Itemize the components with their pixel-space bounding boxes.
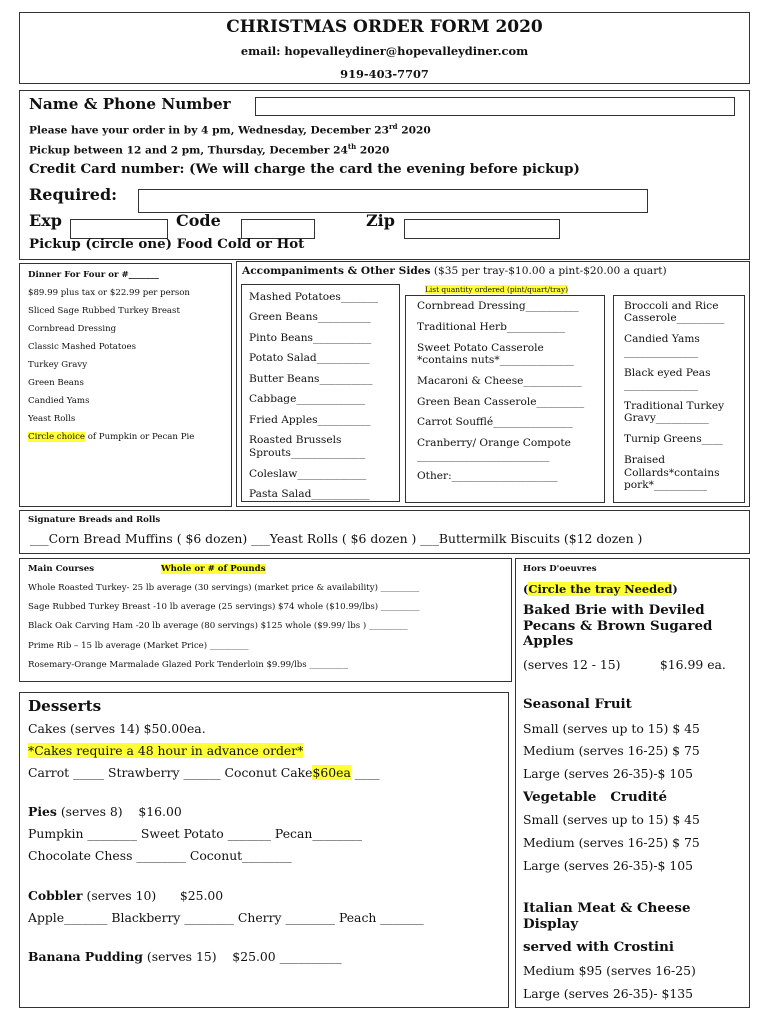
side-item[interactable]: Black eyed Peas	[624, 367, 711, 379]
dinner-item: Classic Mashed Potatoes	[28, 342, 137, 352]
main-course-item[interactable]: Sage Rubbed Turkey Breast -10 lb average (25 servings) $74 whole ($10.99/lbs) _________	[28, 602, 420, 612]
qty-note: List quantity ordered (pint/quart/tray)	[425, 285, 568, 294]
side-item[interactable]: Candied Yams	[624, 333, 700, 345]
side-item[interactable]: _________________________	[417, 450, 550, 462]
pickup-choice[interactable]: Pickup (circle one) Food Cold or Hot	[29, 236, 305, 252]
side-item[interactable]: Gravy__________	[624, 412, 709, 424]
breads-title: Signature Breads and Rolls	[28, 515, 161, 525]
name-label: Name & Phone Number	[29, 95, 231, 113]
side-item[interactable]: *contains nuts*______________	[417, 354, 574, 366]
main-course-item[interactable]: Rosemary-Orange Marmalade Glazed Pork Tenderloin $9.99/lbs _________	[28, 660, 349, 670]
side-item[interactable]: Broccoli and Rice	[624, 300, 719, 312]
accompaniments-box	[236, 261, 750, 507]
cake-options[interactable]: Carrot _____ Strawberry ______ Coconut Cake$60ea ____	[28, 765, 380, 780]
fruit-option[interactable]: Medium (serves 16-25) $ 75	[523, 743, 700, 758]
side-item[interactable]: Mashed Potatoes_______	[249, 291, 378, 303]
accompaniments-title: Accompaniments & Other Sides ($35 per tray-$10.00 a pint-$20.00 a quart)	[242, 265, 667, 277]
side-item[interactable]: Traditional Herb___________	[417, 321, 566, 333]
main-course-item[interactable]: Prime Rib – 15 lb average (Market Price) _________	[28, 641, 249, 651]
circle-choice-label: Circle choice	[28, 432, 85, 442]
sides-col-2	[405, 295, 605, 503]
fruit-option[interactable]: Large (serves 26-35)-$ 105	[523, 766, 694, 781]
sides-col-3	[613, 295, 745, 503]
pudding-line[interactable]: Banana Pudding (serves 15) $25.00 __________	[28, 949, 342, 964]
side-item[interactable]: Pinto Beans___________	[249, 332, 372, 344]
main-course-item[interactable]: Whole Roasted Turkey- 25 lb average (30 servings) (market price & availability) _________	[28, 583, 420, 593]
pies-heading: Pies (serves 8) $16.00	[28, 804, 182, 819]
side-item[interactable]: Sweet Potato Casserole	[417, 342, 544, 354]
email-line: email: hopevalleydiner@hopevalleydiner.com	[240, 44, 529, 58]
side-item[interactable]: Other:____________________	[417, 470, 558, 482]
cakes-price: Cakes (serves 14) $50.00ea.	[28, 721, 206, 736]
meat-option[interactable]: Large (serves 26-35)- $135	[523, 986, 694, 1001]
side-item[interactable]: Cornbread Dressing__________	[417, 300, 579, 312]
exp-label: Exp	[29, 211, 62, 230]
zip-label: Zip	[366, 211, 395, 230]
side-item[interactable]: Green Beans__________	[249, 311, 371, 323]
dinner-item: Yeast Rolls	[28, 414, 76, 424]
veg-option[interactable]: Small (serves up to 15) $ 45	[523, 812, 700, 827]
side-item[interactable]: Coleslaw_____________	[249, 468, 367, 480]
side-item[interactable]: Roasted Brussels	[249, 434, 342, 446]
pie-options: of Pumpkin or Pecan Pie	[84, 432, 195, 442]
side-item[interactable]: Fried Apples__________	[249, 414, 371, 426]
meat-sub: served with Crostini	[523, 939, 674, 955]
side-item[interactable]: Butter Beans__________	[249, 373, 373, 385]
pie-options[interactable]: Pumpkin ________ Sweet Potato _______ Pecan________	[28, 826, 362, 841]
breads-items[interactable]: ___Corn Bread Muffins ( $6 dozen) ___Yeast Rolls ( $6 dozen ) ___Buttermilk Biscuits ($12 dozen )	[30, 531, 643, 546]
form-title: CHRISTMAS ORDER FORM 2020	[226, 17, 543, 37]
side-item[interactable]: ______________	[624, 379, 699, 391]
phone-line: 919-403-7707	[340, 67, 429, 81]
hors-title: Hors D'oeuvres	[523, 564, 597, 574]
side-item[interactable]: Traditional Turkey	[624, 400, 725, 412]
sides-col-1	[241, 284, 400, 502]
dinner-item: Sliced Sage Rubbed Turkey Breast	[28, 306, 180, 316]
dinner-title: Dinner For Four or #_______	[28, 270, 159, 280]
meat-title: Italian Meat & Cheese Display	[523, 900, 691, 932]
fruit-title: Seasonal Fruit	[523, 696, 632, 712]
pie-options-2[interactable]: Chocolate Chess ________ Coconut________	[28, 848, 292, 863]
desserts-box	[19, 692, 509, 1008]
desserts-title: Desserts	[28, 697, 102, 715]
credit-card-label: Credit Card number: (We will charge the card the evening before pickup)	[29, 161, 580, 177]
dinner-item: Green Beans	[28, 378, 84, 388]
brie-price: (serves 12 - 15) $16.99 ea.	[523, 657, 726, 672]
required-label: Required:	[29, 185, 118, 204]
side-item[interactable]: Cranberry/ Orange Compote	[417, 437, 571, 449]
cobbler-options[interactable]: Apple_______ Blackberry ________ Cherry ________ Peach _______	[28, 910, 424, 925]
dinner-item: Cornbread Dressing	[28, 324, 117, 334]
side-item[interactable]: Cabbage_____________	[249, 393, 366, 405]
pickup-time-text: Pickup between 12 and 2 pm, Thursday, December 24th 2020	[29, 142, 390, 157]
side-item[interactable]: ______________	[624, 346, 699, 358]
hors-circle-note: (Circle the tray Needed)	[523, 582, 678, 596]
main-course-item[interactable]: Black Oak Carving Ham -20 lb average (80 servings) $125 whole ($9.99/ lbs ) _________	[28, 621, 408, 631]
veg-title: Vegetable Crudité	[523, 789, 667, 805]
dinner-item: Turkey Gravy	[28, 360, 88, 370]
zip-field[interactable]	[404, 219, 560, 239]
code-label: Code	[176, 211, 221, 230]
cobbler-heading: Cobbler (serves 10) $25.00	[28, 888, 224, 903]
side-item[interactable]: Braised	[624, 454, 666, 466]
side-item[interactable]: Sprouts______________	[249, 447, 366, 459]
main-courses-note: Whole or # of Pounds	[161, 564, 266, 574]
side-item[interactable]: Potato Salad__________	[249, 352, 370, 364]
side-item[interactable]: pork*__________	[624, 479, 707, 491]
side-item[interactable]: Casserole_________	[624, 312, 725, 324]
meat-option[interactable]: Medium $95 (serves 16-25)	[523, 963, 696, 978]
side-item[interactable]: Carrot Soufflé_______________	[417, 416, 573, 428]
header-box	[19, 12, 750, 84]
side-item[interactable]: Green Bean Casserole_________	[417, 396, 585, 408]
deadline-text: Please have your order in by 4 pm, Wednesday, December 23rd 2020	[29, 122, 431, 137]
breads-box	[19, 510, 750, 554]
side-item[interactable]: Macaroni & Cheese___________	[417, 375, 582, 387]
name-phone-field[interactable]	[255, 97, 735, 116]
veg-option[interactable]: Large (serves 26-35)-$ 105	[523, 858, 694, 873]
side-item[interactable]: Turnip Greens____	[624, 433, 723, 445]
brie-item[interactable]: Baked Brie with Deviled Pecans & Brown Sugared Apples	[523, 602, 713, 649]
dinner-item: Candied Yams	[28, 396, 90, 406]
pie-choice[interactable]	[28, 432, 194, 442]
dinner-box	[19, 263, 232, 507]
hors-box	[515, 558, 750, 1008]
credit-card-field[interactable]	[138, 189, 648, 213]
dinner-item: $89.99 plus tax or $22.99 per person	[28, 288, 190, 298]
main-courses-box	[19, 558, 512, 682]
main-courses-title: Main Courses	[28, 564, 95, 574]
side-item[interactable]: Pasta Salad___________	[249, 488, 370, 500]
cake-note: *Cakes require a 48 hour in advance order*	[28, 743, 304, 758]
fruit-option[interactable]: Small (serves up to 15) $ 45	[523, 721, 700, 736]
customer-box	[19, 90, 750, 260]
side-item[interactable]: Collards*contains	[624, 467, 720, 479]
veg-option[interactable]: Medium (serves 16-25) $ 75	[523, 835, 700, 850]
